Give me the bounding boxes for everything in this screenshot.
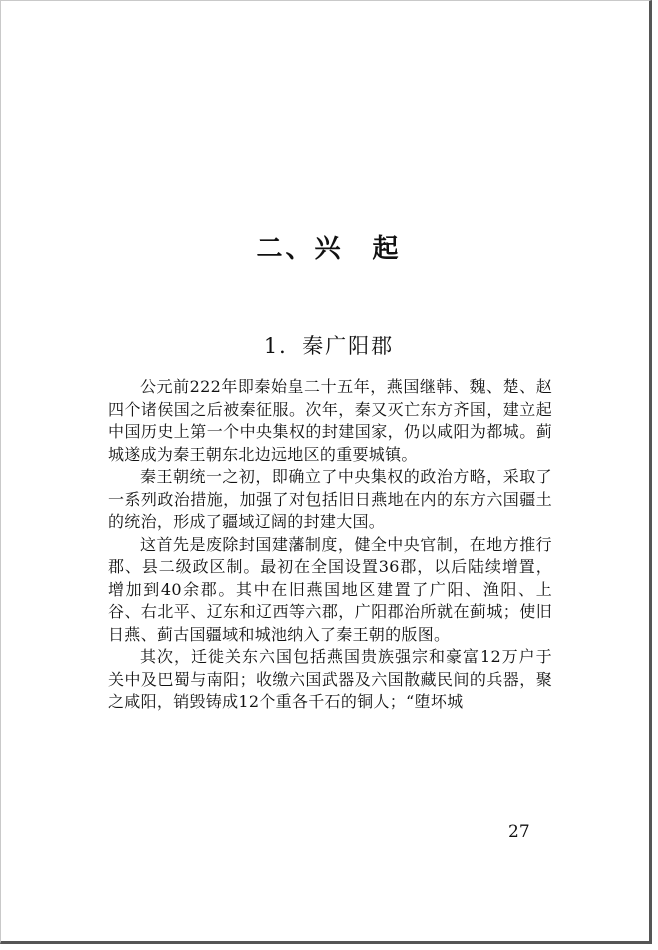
paragraph-2: 秦王朝统一之初，即确立了中央集权的政治方略，采取了一系列政治措施，加强了对包括旧日燕地在内的东方六国疆土的统治，形成了疆域辽阔的封建大国。	[108, 467, 552, 531]
page-number: 27	[508, 822, 530, 842]
body-text	[108, 376, 552, 714]
chapter-title: 二、兴 起	[256, 234, 402, 264]
paragraph-3: 这首先是废除封国建藩制度，健全中央官制，在地方推行郡、县二级政区制。最初在全国设置36郡，以后陆续增置，增加到40余郡。其中在旧燕国地区建置了广阳、渔阳、上谷、右北平、辽东和辽西等六郡，广阳郡治所就在蓟城；使旧日燕、蓟古国疆域和城池纳入了秦王朝的版图。	[108, 534, 552, 644]
paragraph-1: 公元前222年即秦始皇二十五年，燕国继韩、魏、楚、赵四个诸侯国之后被秦征服。次年，秦又灭亡东方齐国，建立起中国历史上第一个中央集权的封建国家，仍以咸阳为都城。蓟城遂成为秦王朝东北边远地区的重要城镇。	[108, 377, 552, 464]
section-title: 1．秦广阳郡	[263, 334, 395, 358]
paragraph-4: 其次，迁徙关东六国包括燕国贵族强宗和豪富12万户于关中及巴蜀与南阳；收缴六国武器及六国散藏民间的兵器，聚之咸阳，销毁铸成12个重各千石的铜人；“堕坏城	[108, 647, 552, 711]
